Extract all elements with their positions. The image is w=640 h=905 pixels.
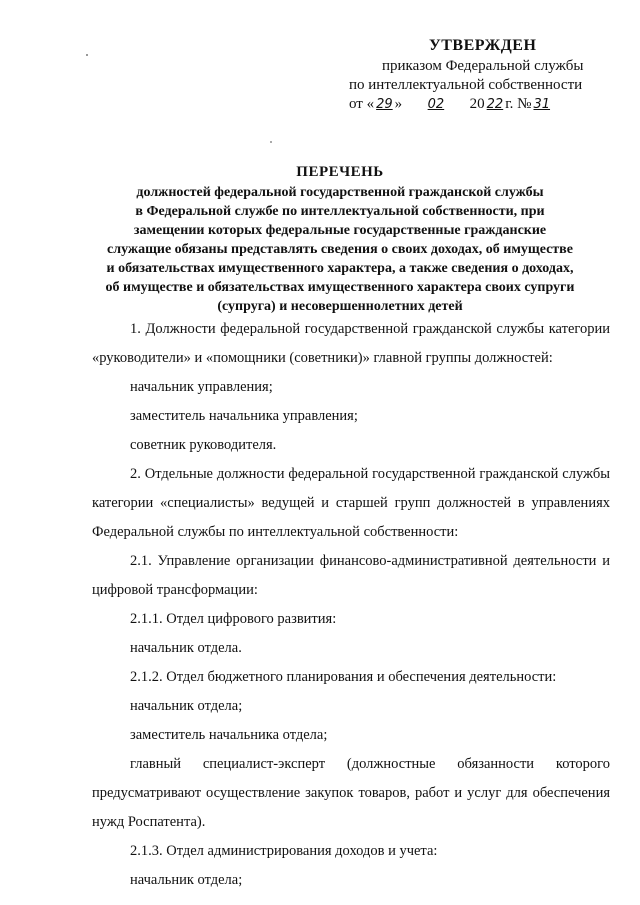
paragraph-2-1-1: 2.1.1. Отдел цифрового развития:: [130, 611, 337, 627]
paragraph-1: 1. Должности федеральной государственной гражданской службы категории «руководители» и «помощники (советники)» главной группы должностей:: [92, 321, 610, 366]
subtitle-line: замещении которых федеральные государственные гражданские: [133, 223, 547, 238]
subtitle-line: об имуществе и обязательствах имущественного характера своих супруги: [105, 280, 575, 295]
approval-line-2: по интеллектуальной собственности: [349, 77, 583, 93]
subtitle-line: и обязательствах имущественного характера, а также сведения о доходах,: [106, 261, 574, 276]
approval-number-label: г. №: [505, 96, 532, 112]
approval-stamp: [349, 36, 599, 114]
subtitle-line: (супруга) и несовершеннолетних детей: [217, 299, 463, 314]
scan-speck: [86, 54, 88, 56]
list-item: начальник управления;: [130, 379, 273, 395]
document-body: [92, 315, 610, 895]
approval-day-close: »: [394, 96, 403, 112]
subtitle-line: служащие обязаны представлять сведения о своих доходах, об имуществе: [107, 242, 573, 257]
list-item: заместитель начальника управления;: [130, 408, 358, 424]
approval-line-1: приказом Федеральной службы: [382, 58, 584, 74]
list-item: советник руководителя.: [130, 437, 277, 453]
approval-heading: УТВЕРЖДЕН: [429, 37, 537, 54]
paragraph-2-1-3: 2.1.3. Отдел администрирования доходов и учета:: [130, 843, 438, 859]
approval-year-prefix: 20: [469, 96, 485, 112]
approval-from-label: от «: [349, 96, 375, 112]
approval-year-suffix: 22: [486, 97, 504, 112]
approval-date-line: [349, 95, 599, 114]
list-item: начальник отдела.: [130, 640, 242, 656]
approval-month: 02: [427, 97, 445, 112]
list-item: начальник отдела;: [130, 872, 243, 888]
paragraph-2: 2. Отдельные должности федеральной государственной гражданской службы категории «специалисты» ведущей и старшей групп должностей в управлениях Федеральной службы по интеллектуальной собственности:: [92, 466, 610, 540]
paragraph-2-1-2: 2.1.2. Отдел бюджетного планирования и обеспечения деятельности:: [130, 669, 557, 685]
list-item: заместитель начальника отдела;: [130, 727, 328, 743]
subtitle-line: должностей федеральной государственной гражданской службы: [136, 185, 544, 200]
document-title: ПЕРЕЧЕНЬ: [296, 164, 384, 180]
paragraph-2-1-2-long: главный специалист-эксперт (должностные обязанности которого предусматривают осуществление закупок товаров, работ и услуг для обеспечения нужд Роспатента).: [92, 756, 610, 830]
subtitle-line: в Федеральной службе по интеллектуальной собственности, при: [135, 204, 545, 219]
paragraph-2-1: 2.1. Управление организации финансово-административной деятельности и цифровой трансформации:: [92, 553, 610, 598]
approval-number: 31: [533, 97, 551, 112]
scan-speck: [270, 141, 272, 143]
approval-day: 29: [376, 97, 393, 112]
document-title-block: [70, 163, 610, 316]
list-item: начальник отдела;: [130, 698, 243, 714]
